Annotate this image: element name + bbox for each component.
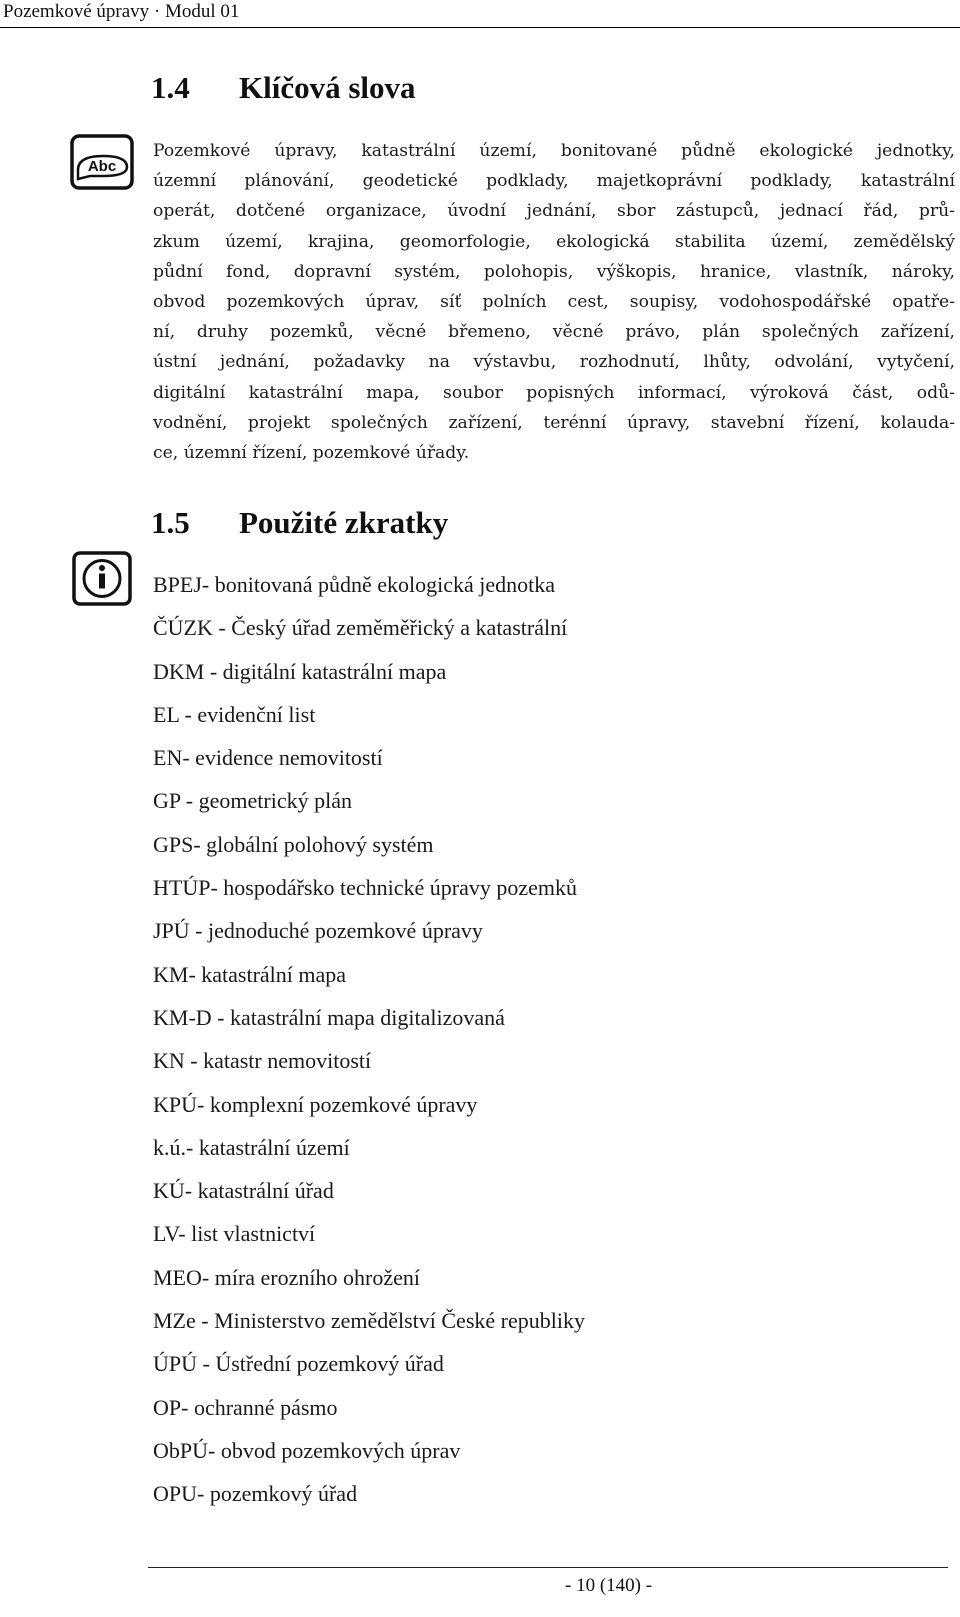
abbreviation-item: OP- ochranné pásmo [153,1394,338,1420]
section-title: Použité zkratky [239,505,449,540]
abbreviation-item: k.ú.- katastrální území [153,1134,350,1160]
keywords-line: zkum území, krajina, geomorfologie, ekologická stabilita území, zemědělský [153,231,955,252]
keywords-line: ce, územní řízení, pozemkové úřady. [153,443,470,464]
keywords-line: půdní fond, dopravní systém, polohopis, výškopis, hranice, vlastník, nároky, [153,261,955,282]
abbreviation-item: EL - evidenční list [153,701,316,727]
keywords-line: obvod pozemkových úprav, síť polních cest, soupisy, vodohospodářské opatře- [153,292,955,313]
footer-divider [148,1567,948,1568]
abbreviation-item: KÚ- katastrální úřad [153,1178,334,1204]
abbreviation-item: KN - katastr nemovitostí [153,1048,372,1074]
section-title: Klíčová slova [239,70,416,105]
info-icon [72,551,132,606]
keywords-line: Pozemkové úpravy, katastrální území, bonitované půdně ekologické jednotky, [153,141,955,161]
abbreviation-item: ÚPÚ - Ústřední pozemkový úřad [153,1351,444,1377]
abbreviation-item: KPÚ- komplexní pozemkové úpravy [153,1091,478,1117]
abbreviation-item: GP - geometrický plán [153,788,352,814]
abbreviation-item: KM-D - katastrální mapa digitalizovaná [153,1004,505,1030]
abbreviation-item: DKM - digitální katastrální mapa [153,658,447,684]
abbreviations-list [153,570,585,1523]
keywords-line: digitální katastrální mapa, soubor popisných informací, výroková část, odů- [153,382,955,403]
abbreviation-item: HTÚP- hospodářsko technické úpravy pozemků [153,875,578,901]
running-header [0,0,960,28]
keywords-line: operát, dotčené organizace, úvodní jednání, sbor zástupců, jednací řád, prů- [153,201,955,222]
section-heading-keywords [151,70,416,106]
keywords-paragraph [153,136,955,468]
abc-icon-text: Abc [87,158,117,175]
section-number: 1.5 [151,505,190,540]
abbreviation-item: ČÚZK - Český úřad zeměměřický a katastrální [153,615,568,641]
abbreviation-item: MEO- míra erozního ohrožení [153,1264,420,1290]
keywords-line: ústní jednání, požadavky na výstavbu, rozhodnutí, lhůty, odvolání, vytyčení, [153,352,955,373]
section-number: 1.4 [151,70,190,105]
abbreviation-item: LV- list vlastnictví [153,1221,316,1247]
abc-speech-bubble-icon [70,134,136,192]
abbreviation-item: JPÚ - jednoduché pozemkové úpravy [153,918,483,944]
abbreviation-item: BPEJ- bonitovaná půdně ekologická jednotka [153,572,556,597]
abbreviation-item: ObPÚ- obvod pozemkových úprav [153,1437,461,1463]
page-number: - 10 (140) - [565,1575,653,1596]
abbreviation-item: EN- evidence nemovitostí [153,745,383,771]
abbreviation-item: MZe - Ministerstvo zemědělství České republiky [153,1308,585,1334]
keywords-line: vodnění, projekt společných zařízení, terénní úpravy, stavební řízení, kolauda- [153,412,955,433]
keywords-line: ní, druhy pozemků, věcné břemeno, věcné právo, plán společných zařízení, [153,322,955,343]
abbreviation-item: KM- katastrální mapa [153,961,347,987]
abbreviation-item: GPS- globální polohový systém [153,831,434,857]
section-heading-abbreviations [151,505,448,541]
abbreviation-item: OPU- pozemkový úřad [153,1481,358,1507]
running-header-title: Pozemkové úpravy · Modul 01 [3,1,240,22]
keywords-line: územní plánování, geodetické podklady, majetkoprávní podklady, katastrální [153,171,955,192]
